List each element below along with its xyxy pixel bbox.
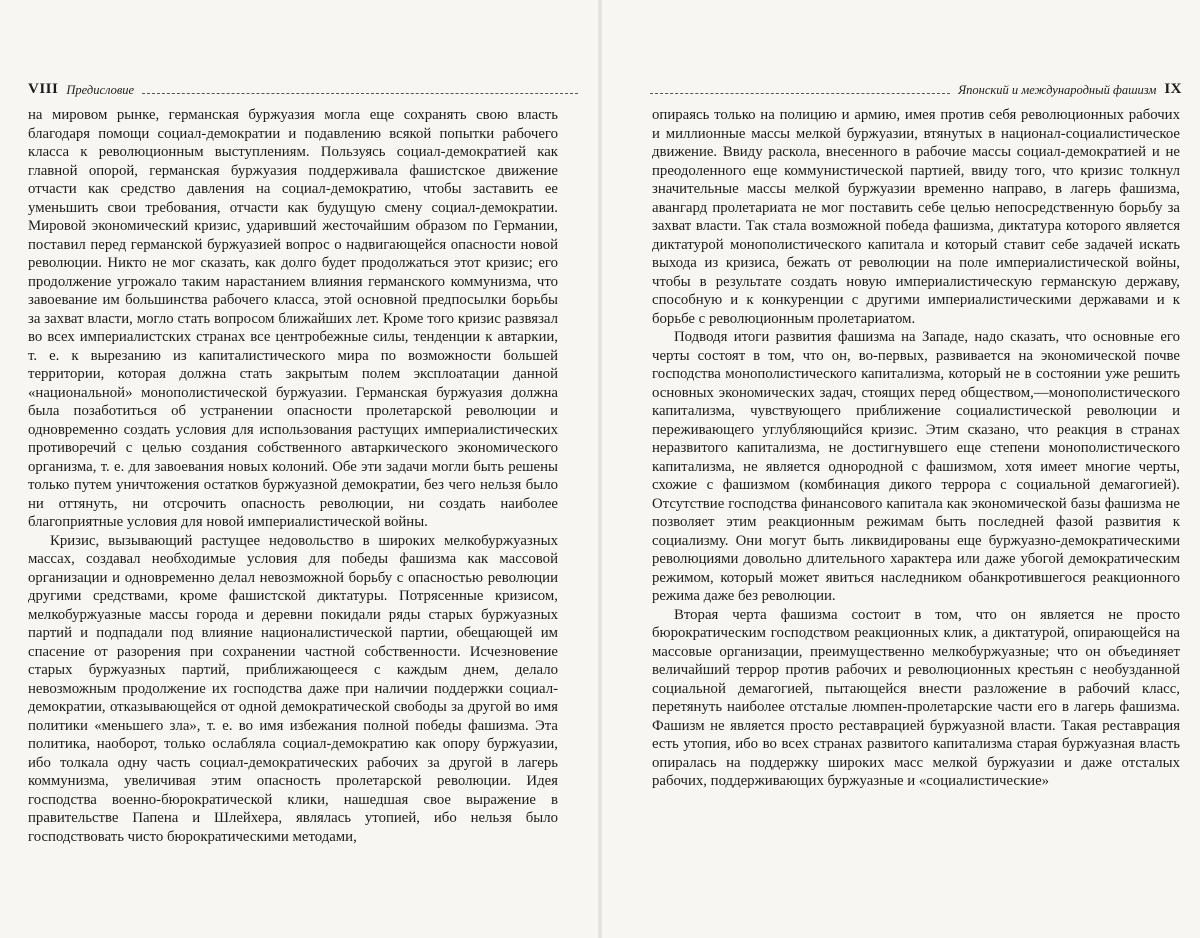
left-body-text — [28, 106, 558, 846]
left-page-number: VIII — [28, 81, 59, 97]
right-paragraph-1: опираясь только на полицию и армию, имея против себя революционных рабочих и миллионные массы мелкой буржуазии, втянутых в национал-социалистическое движение. Ввиду раскола, внесенного в рабочие массы социал-демократией и не преодоленного еще коммунистической партией, ввиду того, что кризис толкнул значительные массы мелкой буржуазии временно направо, в лагерь фашизма, авангард пролетариата не мог поставить себе целью непосредственную борьбу за захват власти. Так стала возможной победа фашизма, диктатура которого является диктатурой монополистического капитала и который ставит себе задачей искать выхода из кризиса, бежать от революции на поле империалистической войны, чтобы в результате создать новую империалистическую германскую державу, способную и к конкуренции с другими империалистическими державами и к борьбе с революционным пролетариатом. — [652, 107, 1180, 327]
left-header-rule — [142, 93, 578, 94]
right-body-text — [652, 106, 1180, 791]
left-running-head — [28, 76, 578, 98]
left-paragraph-1: на мировом рынке, германская буржуазия могла еще сохранять свою власть благодаря помощи социал-демократии и подавлению всякой попытки рабочего класса к революционным выступлениям. Пользуясь социал-демократией как главной опорой, германская буржуазия поддерживала фашистское движение отчасти как средство давления на социал-демократию, чтобы заставить ее уменьшить свои требования, отчасти как будущую смену социал-демократии. Мировой экономический кризис, ударивший жесточайшим образом по Германии, поставил перед германской буржуазией вопрос о надвигающейся опасности новой революции. Никто не мог сказать, как долго будет продолжаться этот кризис; его продолжение угрожало таким нарастанием влияния германского коммунизма, что завоевание им большинства рабочего класса, этой основной предпосылки борьбы за захват власти, могло стать вопросом ближайших лет. Кроме того кризис развязал во всех империалистских странах все центробежные силы, тенденции к автаркии, т. е. к вырезанию из капиталистического мира по возможности большей территории, которая должна стать закрытым полем эксплоатации данной «национальной» монополистической буржуазии. Германская буржуазия должна была позаботиться об устранении опасности пролетарской революции и одновременно создать условия для использования растущих империалистических противоречий с целью создания собственного автаркического экономического организма, т. е. для завоевания новых колоний. Обе эти задачи могли быть решены только путем уничтожения остатков буржуазной демократии, без чего нельзя было ни оттянуть, ни отсрочить опасность революции, ни создать наиболее благоприятные условия для новой империалистической войны. — [28, 107, 558, 530]
left-running-title: Предисловие — [66, 83, 135, 97]
right-header-rule — [650, 93, 950, 94]
right-page — [600, 0, 1200, 938]
right-running-head — [650, 76, 1182, 98]
left-paragraph-2: Кризис, вызывающий растущее недовольство в широких мелкобуржуазных массах, создавал необходимые условия для победы фашизма как массовой организации и одновременно делал невозможной борьбу с опасностью революции другими средствами, кроме фашистской диктатуры. Потрясенные кризисом, мелкобуржуазные массы города и деревни покидали ряды старых буржуазных партий и подпадали под влияние националистической партии, обещающей им спасение от разорения при сохранении частной собственности. Исчезновение старых буржуазных партий, приближающееся с каждым днем, делало невозможным продолжение их господства даже при наличии поддержки социал-демократии, отказывающейся от одной демократической свободы за другой во имя политики «меньшего зла», т. е. во имя избежания полной победы фашизма. Эта политика, наоборот, только ослабляла социал-демократию как опору буржуазии, ибо толкала одну часть социал-демократических рабочих за другой в лагерь коммунизма, увеличивая этим опасность пролетарской революции. Идея господства военно-бюрократической клики, нашедшая свое выражение в правительстве Папена и Шлейхера, являлась утопией, ибо нельзя было господствовать чисто бюрократическими методами, — [28, 532, 558, 845]
right-paragraph-2: Подводя итоги развития фашизма на Западе, надо сказать, что основные его черты состоят в том, что он, во-первых, развивается на экономической почве господства монополистического капитализма, который не в состоянии уже решить основных экономических задач, стоящих перед обществом,—монополистического капитализма, чувствующего приближение социалистической революции и переживающего углубляющийся кризис. Этим сказано, что реакция в странах неразвитого капитализма, не достигнувшего еще степени монополистического капитализма, не является однородной с фашизмом, хотя имеет многие черты, схожие с фашизмом (комбинация дикого террора с социальной демагогией). Отсутствие господства финансового капитала как экономической базы фашизма не позволяет этим реакционным режимам быть последней фазой развития к социализму. Они могут быть ликвидированы еще буржуазно-демократическими революциями довольно длительного характера или даже убогой демократическим режимом, который может явиться наследником обанкротившегося реакционного режима даже без революции. — [652, 329, 1180, 604]
right-running-title: Японский и международный фашизм — [957, 83, 1157, 97]
right-page-number: IX — [1164, 81, 1182, 97]
right-paragraph-3: Вторая черта фашизма состоит в том, что он является не просто бюрократическим господством реакционных клик, а диктатурой, опирающейся на массовые организации, преимущественно мелкобуржуазные; что он объединяет величайший террор против рабочих и революционных крестьян с необузданной социальной демагогией, пытающейся внести разложение в рабочий класс, перетянуть наиболее отсталые люмпен-пролетарские части его в лагерь фашизма. Фашизм не является просто реставрацией буржуазной власти. Такая реставрация есть утопия, ибо во всех странах развитого капитализма старая буржуазная власть опиралась на поддержку широких масс мелкой буржуазии и даже отсталых рабочих, поддерживающих буржуазные и «социалистические» — [652, 606, 1180, 789]
